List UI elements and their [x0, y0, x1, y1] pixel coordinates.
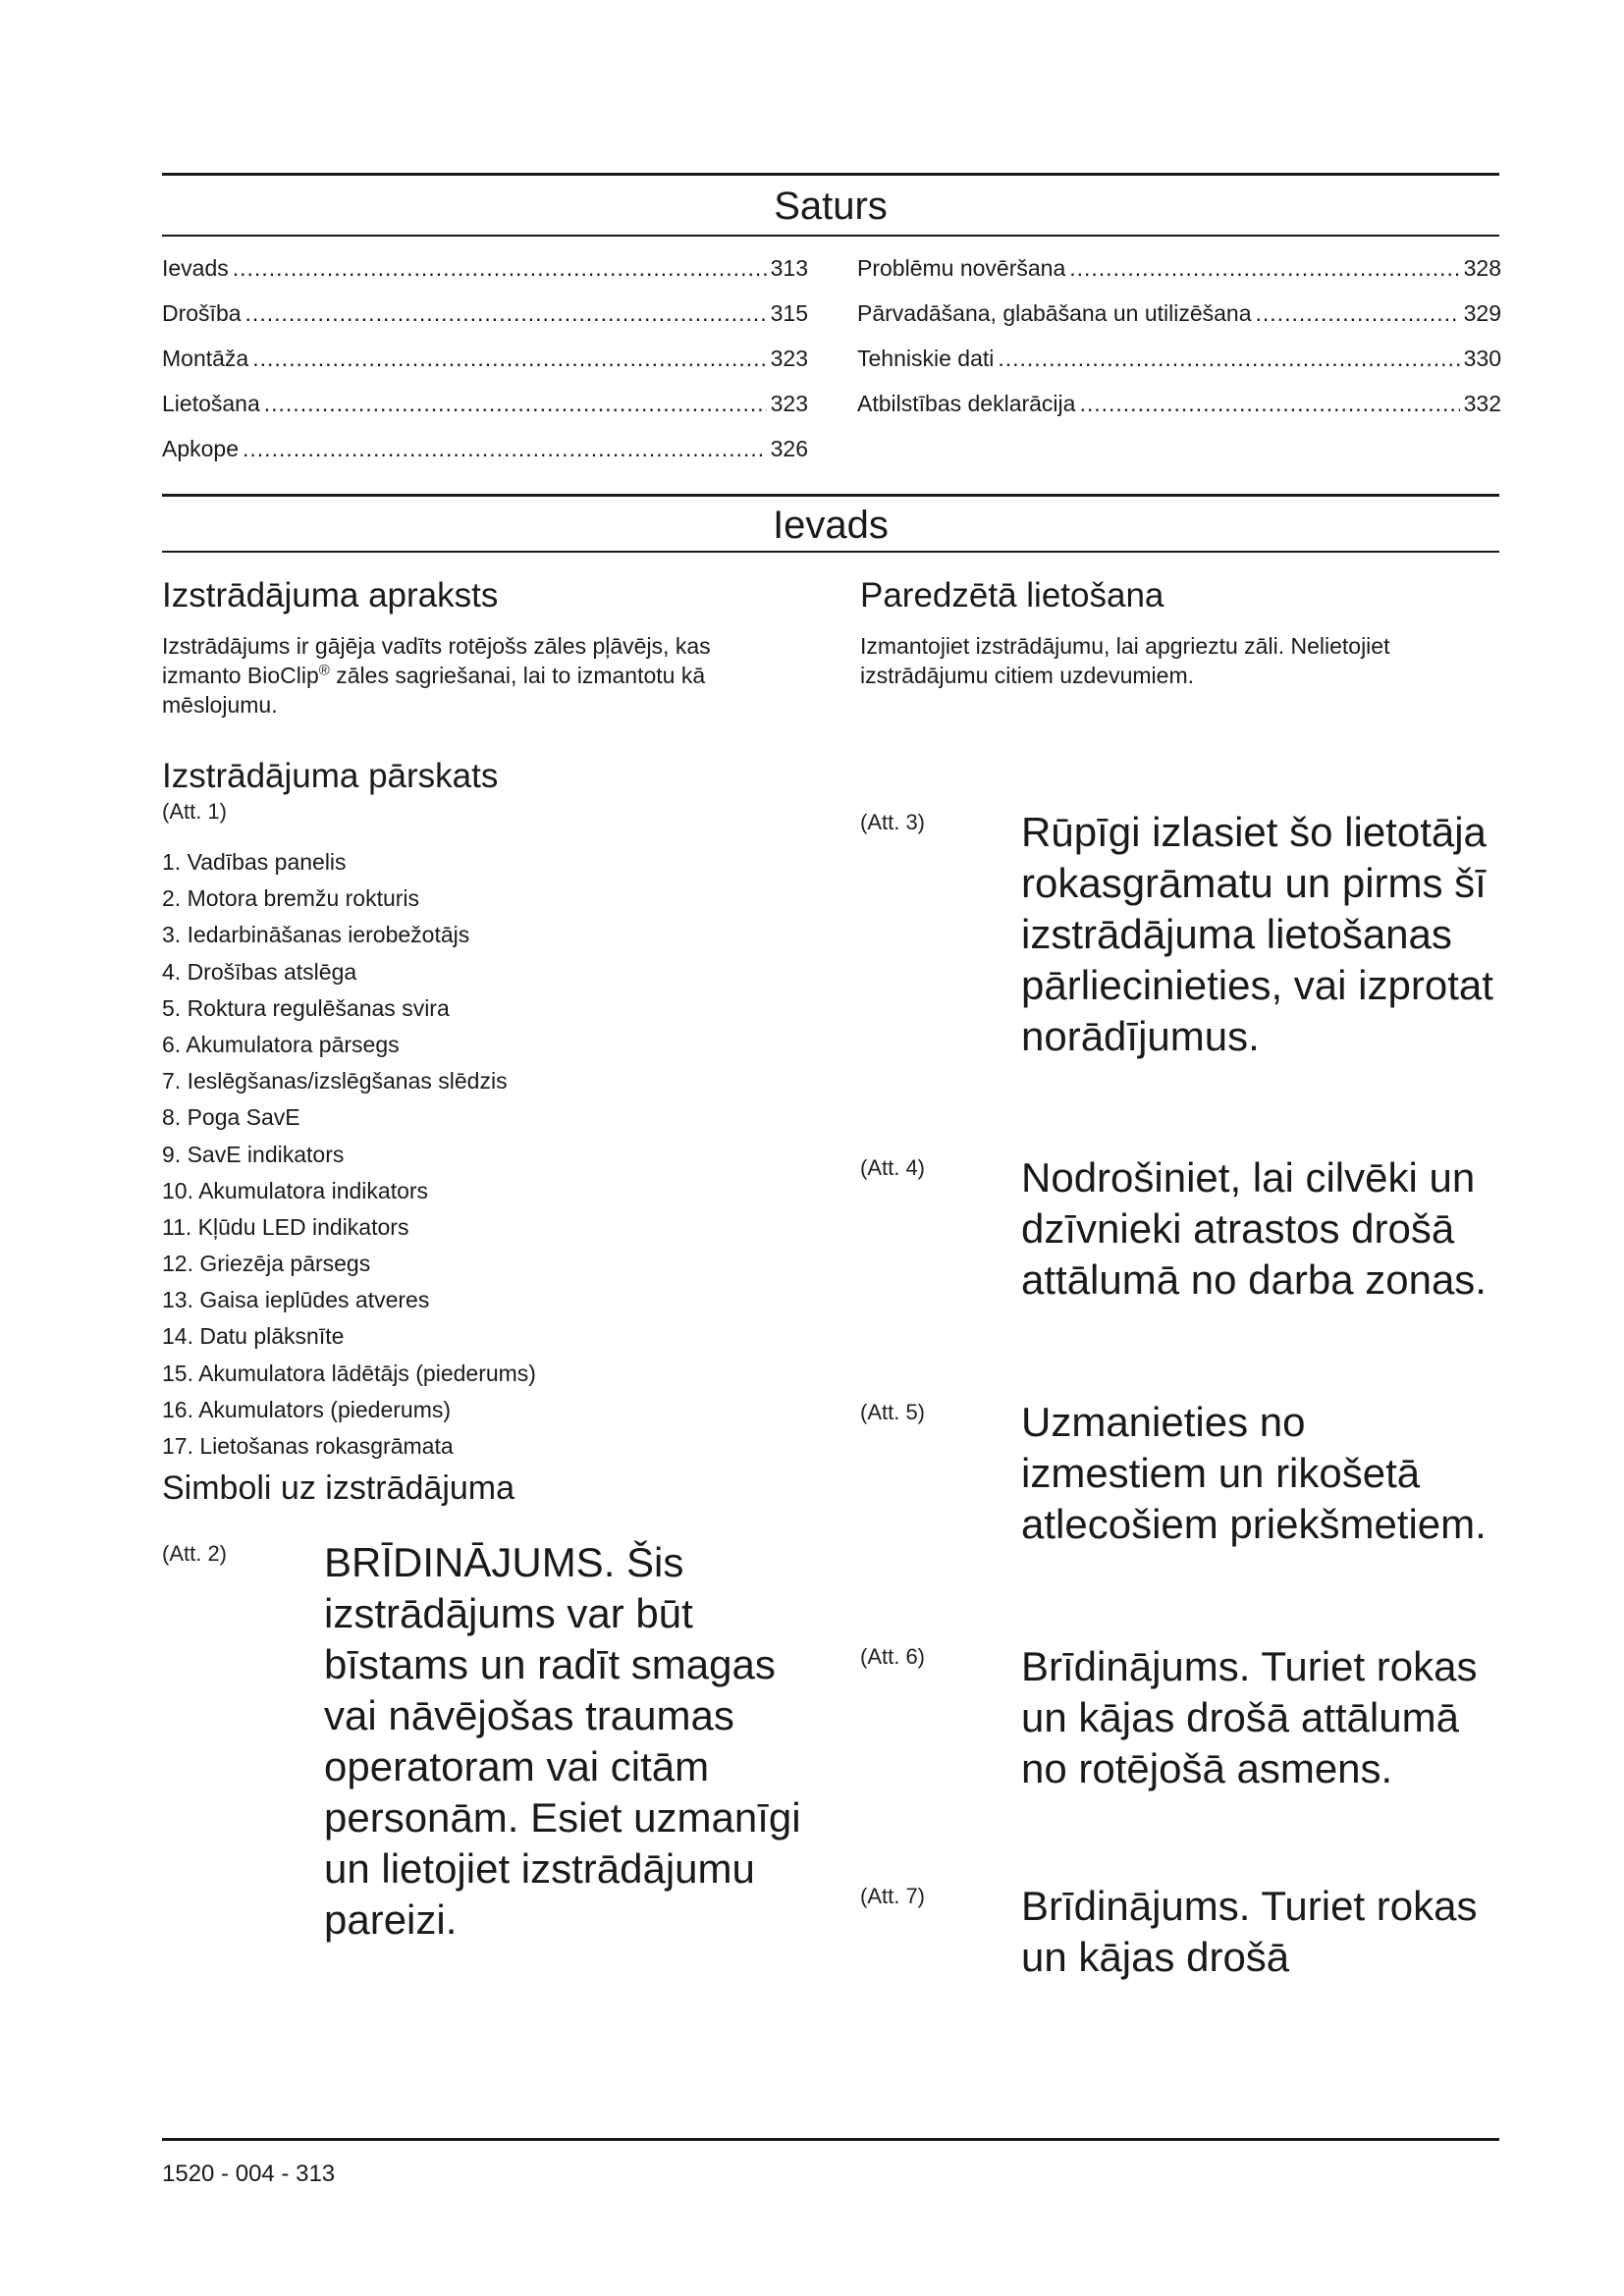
toc-entry[interactable]	[162, 381, 808, 426]
list-item: 11. Kļūdu LED indikators	[162, 1213, 409, 1240]
list-item: 16. Akumulators (piederums)	[162, 1396, 452, 1422]
toc-entry-page: 326	[770, 436, 808, 461]
toc-entry[interactable]	[162, 291, 808, 336]
section-top-rule	[162, 494, 1499, 497]
toc-entry-label: Ievads	[162, 255, 229, 281]
toc-entry-page: 323	[770, 391, 808, 416]
toc-entry[interactable]	[857, 245, 1501, 291]
list-item: 5. Roktura regulēšanas svira	[162, 994, 450, 1021]
symbol-warning-text: Brīdinājums. Turiet rokas un kājas drošā attālumā no rotējošā asmens.	[1021, 1643, 1478, 1791]
symbol-warning-text: Nodrošiniet, lai cilvēki un dzīvnieki atrastos drošā attālumā no darba zonas.	[1021, 1154, 1487, 1303]
toc-bottom-rule	[162, 235, 1499, 237]
symbol-figure-ref: (Att. 3)	[860, 810, 926, 834]
toc-entry[interactable]	[162, 336, 808, 381]
symbol-figure-ref: (Att. 4)	[860, 1155, 926, 1180]
list-item: 17. Lietošanas rokasgrāmata	[162, 1433, 454, 1459]
symbol-figure-ref: (Att. 6)	[860, 1644, 926, 1669]
footer-rule	[162, 2138, 1499, 2141]
toc-entry-label: Apkope	[162, 436, 240, 461]
list-item: 12. Griezēja pārsegs	[162, 1251, 371, 1277]
toc-entry-page: 315	[770, 300, 808, 326]
symbols-heading: Simboli uz izstrādājuma	[162, 1469, 515, 1507]
toc-entry[interactable]	[857, 291, 1501, 336]
overview-heading: Izstrādājuma pārskats	[162, 757, 499, 795]
toc-entry-label: Atbilstības deklarācija	[857, 391, 1076, 416]
toc-entry-label: Tehniskie dati	[857, 346, 995, 371]
registered-mark: ®	[318, 662, 330, 679]
symbol-warning-text: Brīdinājums. Turiet rokas un kājas drošā	[1021, 1883, 1478, 1980]
overview-list	[162, 844, 536, 1465]
list-item: 8. Poga SavE	[162, 1104, 300, 1131]
intended-use-text: Izmantojiet izstrādājumu, lai apgrieztu zāli. Nelietojiet izstrādājumu citiem uzdevumiem.	[860, 633, 1390, 688]
toc-entry-label: Montāža	[162, 346, 249, 371]
toc-entry-label: Lietošana	[162, 391, 260, 416]
toc-entry[interactable]	[857, 336, 1501, 381]
toc-entry[interactable]	[857, 381, 1501, 426]
toc-entry[interactable]	[162, 426, 808, 471]
list-item: 6. Akumulatora pārsegs	[162, 1031, 400, 1057]
toc-entry-page: 323	[770, 346, 808, 371]
list-item: 15. Akumulatora lādētājs (piederums)	[162, 1360, 536, 1386]
page-footer: 1520 - 004 - 313	[162, 2161, 336, 2187]
list-item: 10. Akumulatora indikators	[162, 1177, 429, 1203]
toc-entry-label: Pārvadāšana, glabāšana un utilizēšana	[857, 300, 1252, 326]
list-item: 7. Ieslēgšanas/izslēgšanas slēdzis	[162, 1068, 508, 1095]
toc-entry-label: Problēmu novēršana	[857, 255, 1066, 281]
section-title: Ievads	[773, 504, 889, 547]
symbol-figure-ref: (Att. 2)	[162, 1541, 228, 1566]
description-heading: Izstrādājuma apraksts	[162, 576, 499, 614]
list-item: 3. Iedarbināšanas ierobežotājs	[162, 922, 470, 948]
symbol-warning-text: Uzmanieties no izmestiem un rikošetā atlecošiem priekšmetiem.	[1021, 1399, 1487, 1547]
toc-entry-page: 332	[1463, 391, 1501, 416]
toc-entry-page: 328	[1463, 255, 1501, 281]
toc-entry-label: Drošība	[162, 300, 242, 326]
toc-right-column	[857, 245, 1501, 426]
overview-figure-ref: (Att. 1)	[162, 799, 228, 824]
list-item: 2. Motora bremžu rokturis	[162, 885, 420, 912]
toc-entry[interactable]	[162, 245, 808, 291]
description-text: Izstrādājums ir gājēja vadīts rotējošs zāles pļāvējs, kas izmanto BioClip® zāles sagriešanai, lai to izmantotu kā mēslojumu.	[162, 633, 711, 718]
toc-top-rule	[162, 173, 1499, 176]
toc-entry-page: 313	[770, 255, 808, 281]
list-item: 4. Drošības atslēga	[162, 958, 357, 985]
list-item: 9. SavE indikators	[162, 1141, 345, 1167]
toc-entry-page: 330	[1463, 346, 1501, 371]
symbol-figure-ref: (Att. 7)	[860, 1884, 926, 1908]
intended-use-heading: Paredzētā lietošana	[860, 576, 1164, 614]
symbol-warning-text: Rūpīgi izlasiet šo lietotāja rokasgrāmatu un pirms šī izstrādājuma lietošanas pārliecinieties, vai izprotat norādījumus.	[1021, 809, 1493, 1059]
list-item: 13. Gaisa ieplūdes atveres	[162, 1287, 430, 1313]
toc-entry-page: 329	[1463, 300, 1501, 326]
list-item: 1. Vadības panelis	[162, 849, 347, 875]
section-bottom-rule	[162, 551, 1499, 553]
toc-title: Saturs	[774, 185, 888, 228]
symbol-figure-ref: (Att. 5)	[860, 1400, 926, 1424]
list-item: 14. Datu plāksnīte	[162, 1323, 345, 1350]
toc-left-column	[162, 245, 808, 471]
symbol-warning-text: BRĪDINĀJUMS. Šis izstrādājums var būt bīstams un radīt smagas vai nāvējošas traumas operatoram vai citām personām. Esiet uzmanīgi un lietojiet izstrādājumu pareizi.	[324, 1539, 801, 1943]
